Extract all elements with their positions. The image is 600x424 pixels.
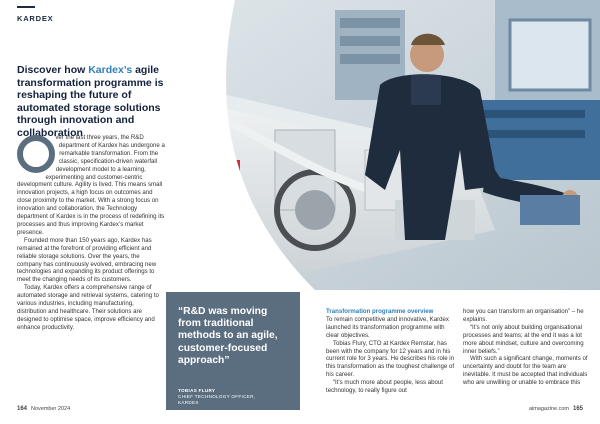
headline — [17, 64, 167, 139]
dropcap-letter — [17, 135, 55, 173]
hero-photo — [165, 0, 600, 290]
paragraph: “It’s much more about people, less about technology, to really figure out — [326, 379, 443, 395]
headline-post: agile transformation programme is reshaping the future of automated storage solutions through innovation and collaboration — [17, 64, 164, 139]
footer-right — [529, 406, 583, 412]
dropcap — [17, 135, 55, 173]
quote-author-role: CHIEF TECHNOLOGY OFFICER, — [178, 394, 256, 399]
svg-text:O: O — [35, 161, 37, 162]
factory-scene-image — [165, 0, 600, 290]
headline-accent: Kardex’s — [88, 64, 133, 76]
headline-pre: Discover how — [17, 64, 89, 76]
quote-author-org: KARDEX — [178, 400, 199, 405]
quote-text: “R&D was moving from traditional methods to an agile, customer-focused approach” — [178, 306, 278, 366]
issue-date: November 2024 — [31, 406, 71, 412]
quote-author-name: TOBIAS FLURY — [178, 388, 216, 393]
brand-label: KARDEX — [17, 14, 54, 23]
page-number-right: 165 — [572, 406, 583, 412]
body-column-left — [17, 134, 165, 332]
paragraph: With such a significant change, moments of uncertainty and doubt for the team are inevitable. It must be accepted that individuals who are unwilling or unable to embrace this — [463, 355, 588, 387]
pull-quote — [166, 292, 300, 410]
paragraph: how you can transform an organisation” – he explains. — [463, 308, 584, 323]
page-number-left: 164 — [17, 406, 28, 412]
paragraph: ver the last three years, the R&D department of Kardex has undergone a remarkable transformation. From the classic, specification-driven waterfall development model to a learning, experimenting and customer-centric development culture. Agility is lived. This means small innovation projects, a high focus on outcomes and close proximity to the market. With a strong focus on innovation and collaboration, the Technology department of Kardex is in the process of redefining its processes and thus improving Kardex’s market presence. — [17, 134, 165, 236]
paragraph: Founded more than 150 years ago, Kardex has remained at the forefront of providing efficient and reliable storage solutions. Over the years, the company has continuously evolved, embracing new technologies and expanding its product offerings to meet the changing needs of its customers. — [17, 236, 157, 284]
paragraph: To remain competitive and innovative, Kardex launched its transformation programme with clear objectives. — [326, 315, 449, 339]
paragraph: Tobias Flury, CTO at Kardex Remstar, has been with the company for 12 years and in his current role for 3 years. He describes his role in this transformation as the toughest challenge of his career. — [326, 339, 455, 379]
body-column-right — [463, 308, 591, 387]
footer-left — [17, 406, 70, 412]
brand-rule — [17, 6, 35, 8]
site-url: aimagazine.com — [528, 406, 569, 412]
paragraph: “It’s not only about building organisational processes and teams; at the end it was a lot more about mindset, culture and overcoming inner beliefs.” — [463, 323, 584, 355]
paragraph: Today, Kardex offers a comprehensive range of automated storage and retrieval systems, catering to various industries, including manufacturing, distribution and healthcare. Their solutions are designed to optimise space, improve efficiency and enhance productivity. — [17, 284, 159, 331]
body-column-middle — [326, 308, 456, 395]
section-heading: Transformation programme overview — [326, 308, 434, 315]
